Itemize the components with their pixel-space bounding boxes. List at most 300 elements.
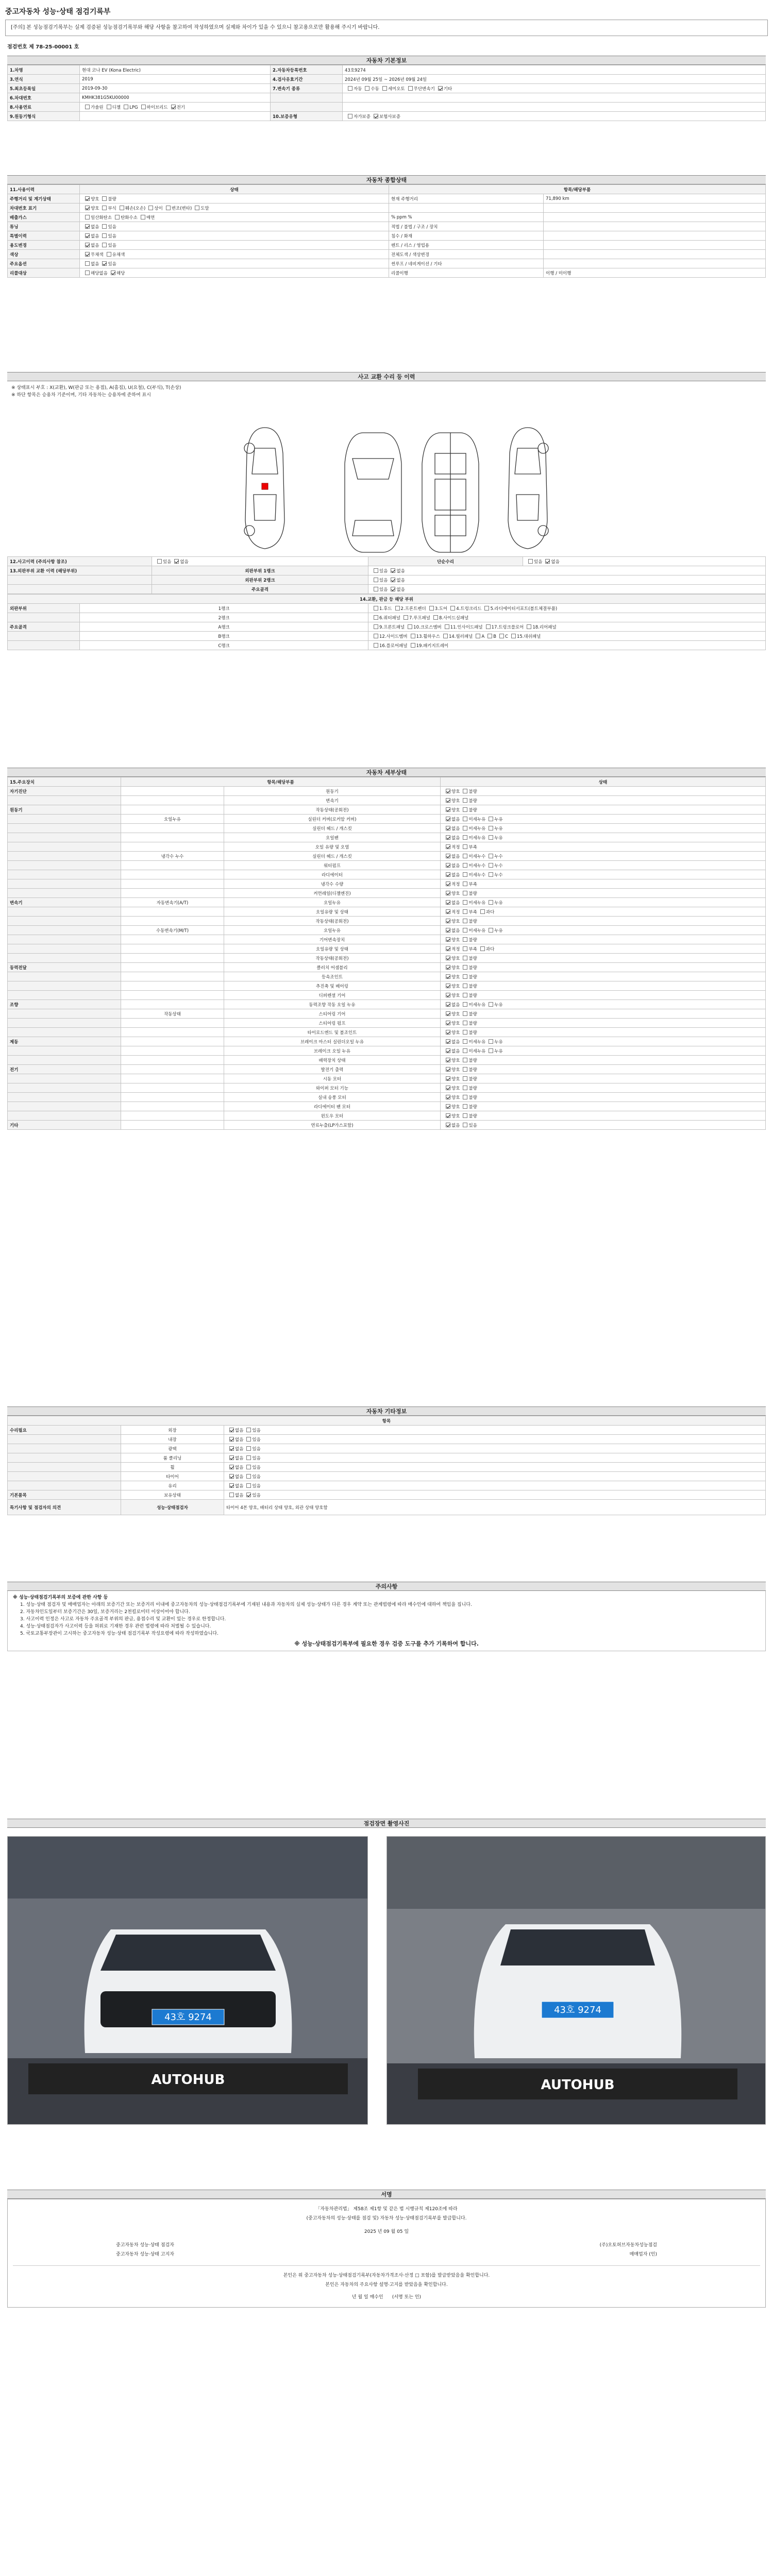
checkbox-label: 없음 (396, 578, 405, 583)
outer-row (8, 566, 766, 575)
inspector-row: 중고자동차 성능·상태 점검자 (주)오토허브자동차성능점검 (116, 2243, 657, 2248)
checkbox-label: 탄화수소 (121, 215, 138, 221)
basic-label: 4.검사유효기간 (271, 75, 343, 84)
detail-options (441, 1009, 766, 1019)
checkbox (374, 114, 378, 118)
checkbox (450, 606, 455, 611)
overall-options (80, 204, 389, 213)
detail-item: 시동 모터 (224, 1074, 441, 1083)
checkbox-label: 미세누유 (468, 826, 486, 832)
detail-sub: 자동변속기(A/T) (121, 898, 224, 907)
checkbox-label: 없음 (91, 224, 99, 230)
opinion-label: 특기사항 및 점검자의 의견 (8, 1500, 121, 1515)
parts-row (8, 622, 766, 632)
detail-group (8, 944, 121, 954)
detail-sub (121, 1083, 224, 1093)
checkbox-label: 누유 (494, 835, 503, 841)
checkbox (489, 900, 493, 905)
overall-row (8, 213, 766, 222)
detail-options (441, 842, 766, 852)
checkbox-label: 있음 (379, 578, 388, 583)
checkbox (463, 1067, 467, 1072)
checkbox-label: 없음 (451, 1002, 460, 1008)
other-row (8, 1463, 766, 1472)
detail-sub: 오일누유 (121, 815, 224, 824)
outer-options (368, 566, 766, 575)
detail-group (8, 1102, 121, 1111)
damage-section (7, 372, 766, 650)
checkbox-label: 불량 (468, 1058, 477, 1063)
checkbox (463, 1002, 467, 1007)
checkbox-label: C (505, 634, 508, 639)
checkbox (463, 1123, 467, 1127)
overall-note: % ppm % (389, 213, 544, 222)
detail-col-item: 항목/해당부품 (121, 777, 441, 787)
checkbox-label: 부족 (468, 909, 477, 915)
overall-options (80, 213, 389, 222)
parts-row (8, 604, 766, 613)
checkbox-label: 미세누유 (468, 835, 486, 841)
detail-options (441, 907, 766, 917)
overall-label: 주요옵션 (8, 259, 80, 268)
parts-items (368, 613, 766, 622)
checkbox-label: 없음 (451, 1123, 460, 1128)
detail-row (8, 1065, 766, 1074)
checkbox (446, 937, 450, 942)
other-item: 외장 (121, 1426, 224, 1435)
overall-options (80, 268, 389, 278)
checkbox (141, 215, 145, 219)
checkbox (148, 206, 153, 210)
checkbox (489, 1002, 493, 1007)
detail-group (8, 1111, 121, 1121)
checkbox-label: 있음 (252, 1465, 261, 1470)
checkbox-label: 없음 (451, 817, 460, 822)
checkbox-label: 양호 (451, 965, 460, 971)
detail-item: 윈도우 모터 (224, 1111, 441, 1121)
detail-group: 동력전달 (8, 963, 121, 972)
checkbox-label: 불량 (108, 196, 116, 202)
overall-val (544, 222, 766, 231)
other-options (224, 1444, 766, 1453)
checkbox (446, 844, 450, 849)
checkbox (463, 993, 467, 997)
other-group (8, 1453, 121, 1463)
detail-options (441, 1037, 766, 1046)
detail-row (8, 1019, 766, 1028)
detail-table (7, 777, 766, 1130)
checkbox (382, 86, 387, 91)
parts-rank: C랭크 (80, 641, 368, 650)
checkbox (395, 606, 400, 611)
checkbox (527, 624, 531, 629)
parts-table (7, 594, 766, 650)
checkbox (246, 1455, 251, 1460)
col-state: 상태 (80, 185, 389, 194)
checkbox (463, 891, 467, 895)
detail-item: 실린더 헤드 / 개스킷 (224, 824, 441, 833)
other-group (8, 1435, 121, 1444)
checkbox (348, 86, 352, 91)
parts-items (368, 622, 766, 632)
detail-options (441, 935, 766, 944)
other-row (8, 1444, 766, 1453)
detail-options (441, 1065, 766, 1074)
checkbox-label: 적정 (451, 946, 460, 952)
checkbox-label: 없음 (451, 872, 460, 878)
parts-group: 주요골격 (8, 622, 80, 632)
checkbox (463, 882, 467, 886)
other-item: 타이어 (121, 1472, 224, 1481)
accident-label: 12.사고이력 (주의사항 참조) (8, 557, 152, 566)
detail-sub (121, 917, 224, 926)
checkbox (174, 559, 179, 564)
rear-photo (386, 1836, 766, 2125)
detail-item: 냉각수 수량 (224, 879, 441, 889)
checkbox-label: 없음 (551, 559, 560, 565)
checkbox-label: 누유 (494, 1002, 503, 1008)
basic-value (343, 112, 766, 121)
checkbox-label: 있음 (108, 224, 116, 230)
detail-group (8, 1046, 121, 1056)
overall-val: 71,890 km (544, 194, 766, 204)
detail-options (441, 981, 766, 991)
checkbox (446, 1030, 450, 1035)
detail-options (441, 1046, 766, 1056)
basic-label: 7.변속기 종류 (271, 84, 343, 93)
checkbox (463, 909, 467, 914)
checkbox-label: 미세누수 (468, 863, 486, 869)
checkbox-label: 보험사보증 (379, 114, 400, 120)
detail-options (441, 796, 766, 805)
checkbox (246, 1474, 251, 1479)
checkbox (374, 578, 378, 582)
checkbox (446, 826, 450, 831)
parts-items (368, 641, 766, 650)
checkbox (102, 224, 107, 229)
checkbox-label: 불량 (468, 1086, 477, 1091)
detail-group (8, 842, 121, 852)
parts-rank: B랭크 (80, 632, 368, 641)
checkbox (446, 900, 450, 905)
detail-sub (121, 1056, 224, 1065)
detail-item: 연료누출(LP가스포함) (224, 1121, 441, 1130)
overall-note: 전체도색 / 색상변경 (389, 250, 544, 259)
detail-item: 배력장치 상태 (224, 1056, 441, 1065)
detail-item: 원동기 (224, 787, 441, 796)
detail-row (8, 787, 766, 796)
basic-info-header: 자동차 기본정보 (7, 56, 766, 65)
checkbox (85, 215, 90, 219)
parts-group (8, 641, 80, 650)
detail-group (8, 926, 121, 935)
detail-options (441, 1111, 766, 1121)
checkbox-label: 없음 (451, 1039, 460, 1045)
detail-options (441, 963, 766, 972)
other-info-header: 자동차 기타정보 (7, 1406, 766, 1416)
detail-row (8, 1046, 766, 1056)
checkbox-label: 없음 (396, 587, 405, 592)
checkbox (446, 1076, 450, 1081)
detail-options (441, 1000, 766, 1009)
detail-item: 타이로드엔드 및 볼조인트 (224, 1028, 441, 1037)
detail-options (441, 787, 766, 796)
detail-sub (121, 1046, 224, 1056)
basic-label: 6.차대번호 (8, 93, 80, 103)
checkbox-label: 불량 (468, 965, 477, 971)
detail-options (441, 1102, 766, 1111)
detail-item: 오일누유 (224, 898, 441, 907)
checkbox-label: 14.필러패널 (448, 634, 473, 639)
checkbox (102, 196, 107, 201)
detail-item: 변속기 (224, 796, 441, 805)
checkbox-label: 부족 (468, 844, 477, 850)
detail-group (8, 1019, 121, 1028)
notice-box: [주의] 본 성능점검기록부는 실제 검증된 성능점검기록부와 해당 사항을 참고하여 작성하였으며 실제와 차이가 있을 수 있으니 참고용으로만 활용해 주시기 바랍니다. (5, 20, 768, 36)
detail-sub: 수동변속기(M/T) (121, 926, 224, 935)
detail-item: 오일누유 (224, 926, 441, 935)
checkbox-label: 적정 (451, 909, 460, 915)
checkbox-label: 양호 (451, 1021, 460, 1026)
checkbox (429, 606, 434, 611)
detail-sub (121, 1065, 224, 1074)
overall-label: 색상 (8, 250, 80, 259)
overall-options (80, 259, 389, 268)
checkbox (85, 224, 90, 229)
car-diagram-svg (7, 402, 766, 556)
other-options (224, 1453, 766, 1463)
other-row (8, 1453, 766, 1463)
sign-box (7, 2199, 766, 2308)
checkbox (446, 974, 450, 979)
checkbox (446, 798, 450, 803)
checkbox-label: 있음 (163, 559, 172, 565)
checkbox (463, 807, 467, 812)
checkbox-label: 불량 (468, 1011, 477, 1017)
checkbox-label: 있음 (252, 1428, 261, 1433)
detail-sub (121, 861, 224, 870)
checkbox-label: 불량 (468, 937, 477, 943)
caution-item: 4. 성능·상태점검자가 사고이력 등을 허위로 기재한 경우 관련 법령에 따라 처벌될 수 있습니다. (20, 1624, 211, 1629)
parts-rank: 2랭크 (80, 613, 368, 622)
overall-row (8, 259, 766, 268)
checkbox-label: 불량 (468, 891, 477, 896)
checkbox-label: 8.사이드실패널 (439, 615, 469, 621)
other-item: 광택 (121, 1444, 224, 1453)
detail-options (441, 833, 766, 842)
checkbox-label: 누수 (494, 863, 503, 869)
checkbox-label: 불량 (468, 1076, 477, 1082)
detail-group (8, 1093, 121, 1102)
overall-note: 렌트 / 리스 / 영업용 (389, 241, 544, 250)
overall-row (8, 241, 766, 250)
basic-value: 현대 코나 EV (Kona Electric) (80, 65, 271, 75)
checkbox-label: 누유 (494, 1039, 503, 1045)
checkbox-label: LPG (129, 105, 138, 110)
detail-sub (121, 944, 224, 954)
parts-rank: A랭크 (80, 622, 368, 632)
basic-row (8, 84, 766, 93)
overall-label: 용도변경 (8, 241, 80, 250)
detail-group (8, 852, 121, 861)
checkbox-label: 불량 (468, 993, 477, 998)
overall-row (8, 268, 766, 278)
checkbox-label: 없음 (235, 1446, 244, 1452)
overall-val: 이행 / 미이행 (544, 268, 766, 278)
detail-row (8, 1037, 766, 1046)
overall-status-section (7, 175, 766, 278)
checkbox (446, 1067, 450, 1072)
checkbox (229, 1483, 234, 1488)
other-group (8, 1472, 121, 1481)
overall-options (80, 241, 389, 250)
parts-items (368, 604, 766, 613)
detail-sub (121, 981, 224, 991)
checkbox-label: 양호 (451, 1086, 460, 1091)
detail-row (8, 805, 766, 815)
checkbox (374, 624, 378, 629)
detail-item: 스티어링 펌프 (224, 1019, 441, 1028)
checkbox (463, 919, 467, 923)
basic-value: KMHK381G5KU00000 (80, 93, 271, 103)
checkbox (446, 1058, 450, 1062)
detail-group: 조향 (8, 1000, 121, 1009)
detail-sub (121, 1000, 224, 1009)
basic-row (8, 93, 766, 103)
checkbox (446, 1104, 450, 1109)
detail-options (441, 944, 766, 954)
detail-options (441, 991, 766, 1000)
checkbox (489, 817, 493, 821)
parts-rank: 1랭크 (80, 604, 368, 613)
checkbox (229, 1493, 234, 1497)
basic-value: 43호9274 (343, 65, 766, 75)
checkbox-label: 있음 (108, 233, 116, 239)
checkbox-label: 양호 (451, 1058, 460, 1063)
checkbox (195, 206, 199, 210)
detail-row (8, 824, 766, 833)
checkbox (374, 634, 378, 638)
detail-sub (121, 907, 224, 917)
other-options (224, 1481, 766, 1490)
document-title: 중고자동차 성능·상태 점검기록부 (5, 8, 111, 16)
outer-rank: 외판부위 2랭크 (152, 575, 368, 585)
detail-row (8, 1102, 766, 1111)
checkbox-label: 없음 (235, 1428, 244, 1433)
detail-options (441, 852, 766, 861)
checkbox (446, 872, 450, 877)
detail-group (8, 981, 121, 991)
detail-item: 워터펌프 (224, 861, 441, 870)
checkbox (391, 578, 395, 582)
checkbox (528, 559, 533, 564)
checkbox (85, 261, 90, 266)
checkbox-label: 13.휠하우스 (416, 634, 440, 639)
basic-value (80, 103, 271, 112)
outer-options (368, 575, 766, 585)
detail-row (8, 889, 766, 898)
checkbox (463, 1113, 467, 1118)
detail-group (8, 1083, 121, 1093)
checkbox (463, 1076, 467, 1081)
checkbox (463, 984, 467, 988)
checkbox (107, 105, 111, 109)
detail-item: 와이퍼 모터 기능 (224, 1083, 441, 1093)
checkbox-label: 불량 (468, 807, 477, 813)
detail-item: 브레이크 오일 누유 (224, 1046, 441, 1056)
checkbox (446, 965, 450, 970)
basic-label (271, 93, 343, 103)
sign-section (7, 2190, 766, 2308)
detail-row (8, 861, 766, 870)
checkbox-label: 양호 (451, 993, 460, 998)
sign-date: 2025 년 09 월 05 일 (364, 2229, 409, 2234)
checkbox-label: 없음 (451, 928, 460, 934)
checkbox (446, 1095, 450, 1099)
checkbox-label: 미세누유 (468, 1039, 486, 1045)
basic-label: 3.연식 (8, 75, 80, 84)
checkbox-label: 불량 (468, 1104, 477, 1110)
checkbox-label: 7.루프패널 (409, 615, 430, 621)
checkbox (85, 270, 90, 275)
checkbox (446, 984, 450, 988)
detail-row (8, 1121, 766, 1130)
checkbox-label: 양호 (451, 1067, 460, 1073)
detail-options (441, 1074, 766, 1083)
checkbox-label: 기타 (443, 86, 452, 92)
checkbox-label: 있음 (108, 261, 116, 267)
document-number: 점검번호 제 78-25-00001 호 (7, 44, 79, 50)
basic-value: 2019-09-30 (80, 84, 271, 93)
checkbox-label: 불량 (468, 1021, 477, 1026)
detail-group (8, 796, 121, 805)
checkbox (489, 1039, 493, 1044)
detail-group (8, 991, 121, 1000)
basic-label: 2.자동차등록번호 (271, 65, 343, 75)
checkbox (446, 919, 450, 923)
checkbox-label: 양호 (451, 1113, 460, 1119)
detail-group (8, 1074, 121, 1083)
checkbox (463, 1058, 467, 1062)
checkbox (374, 587, 378, 591)
detail-group (8, 879, 121, 889)
checkbox-label: 있음 (252, 1437, 261, 1443)
detail-options (441, 1083, 766, 1093)
detail-item: 오일팬 (224, 833, 441, 842)
detail-row (8, 981, 766, 991)
checkbox (446, 1123, 450, 1127)
checkbox-label: 양호 (451, 807, 460, 813)
detail-group (8, 833, 121, 842)
checkbox (463, 817, 467, 821)
checkbox-label: 양호 (451, 1104, 460, 1110)
checkbox (85, 233, 90, 238)
cautions-header: 주의사항 (7, 1582, 766, 1591)
accident-table (7, 556, 766, 594)
checkbox (348, 114, 352, 118)
detail-sub (121, 805, 224, 815)
checkbox (433, 615, 438, 620)
detail-row (8, 852, 766, 861)
detail-group (8, 1056, 121, 1065)
checkbox-label: 과다 (485, 946, 495, 952)
checkbox (374, 615, 378, 620)
basic-row (8, 65, 766, 75)
checkbox (446, 1002, 450, 1007)
checkbox-label: 있음 (252, 1455, 261, 1461)
parts-row (8, 613, 766, 622)
checkbox (463, 928, 467, 933)
